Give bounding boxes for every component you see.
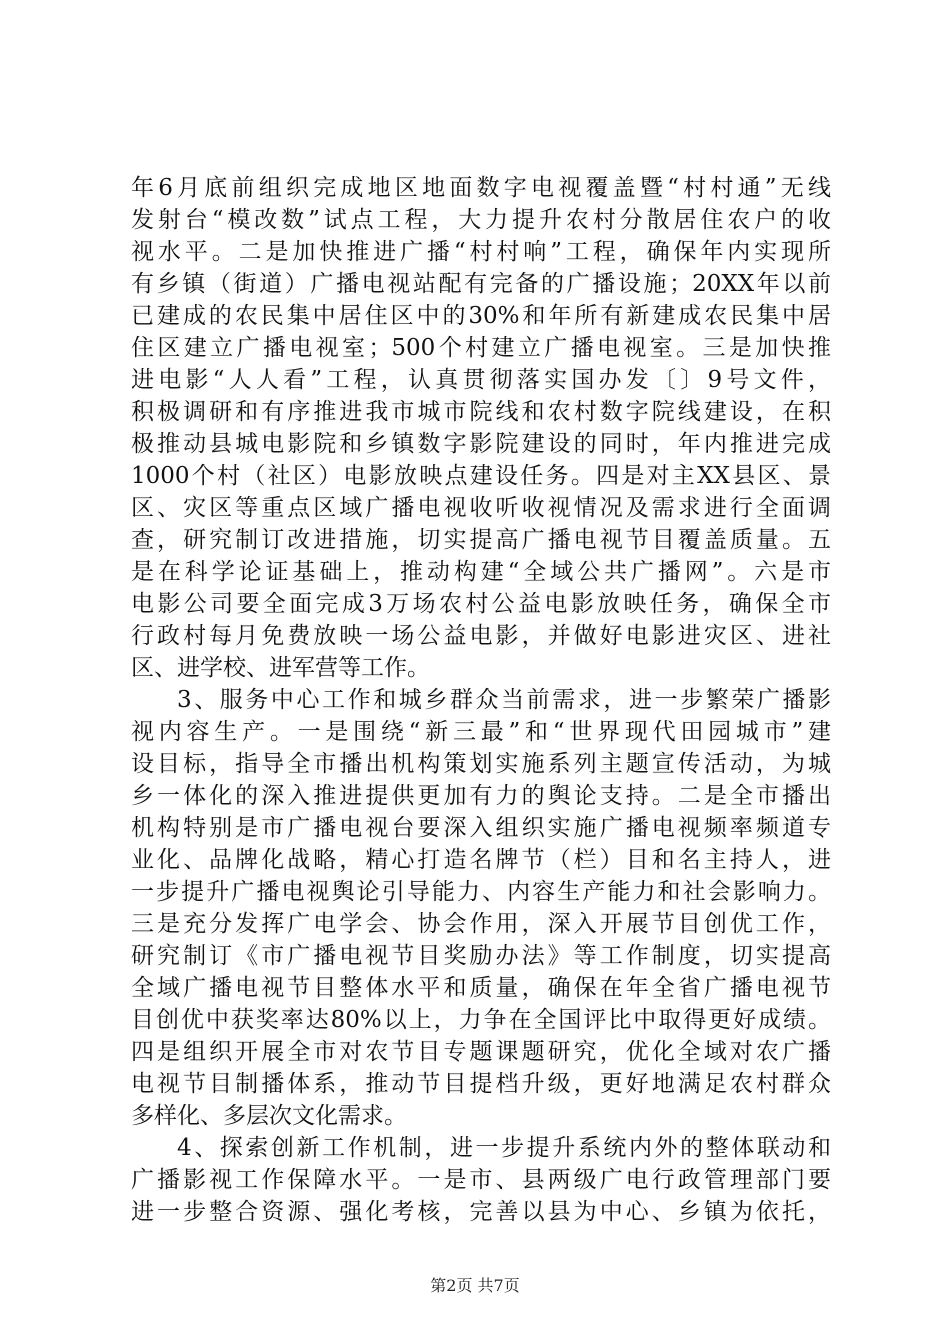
text-line: 年6月底前组织完成地区地面数字电视覆盖暨“村村通”无线: [131, 175, 831, 201]
text-line: 四是组织开展全市对农节目专题课题研究，优化全域对农广播: [131, 1039, 831, 1065]
text-line: 有乡镇（街道）广播电视站配有完备的广播设施；20XX年以前: [131, 271, 831, 297]
text-line: 视内容生产。一是围绕“新三最”和“世界现代田园城市”建: [131, 719, 831, 745]
text-line: 是在科学论证基础上，推动构建“全域公共广播网”。六是市: [131, 559, 831, 585]
text-line: 一步提升广播电视舆论引导能力、内容生产能力和社会影响力。: [131, 879, 831, 905]
text-line: 设目标，指导全市播出机构策划实施系列主题宣传活动，为城: [131, 751, 831, 777]
page-number: 第2页 共7页: [430, 1276, 520, 1295]
text-line: 目创优中获奖率达80%以上，力争在全国评比中取得更好成绩。: [131, 1007, 831, 1033]
text-line: 1000个村（社区）电影放映点建设任务。四是对主XX县区、景: [131, 463, 831, 489]
text-line: 查，研究制订改进措施，切实提高广播电视节目覆盖质量。五: [131, 527, 831, 553]
page-footer: [0, 1276, 950, 1296]
text-line: 进一步整合资源、强化考核，完善以县为中心、乡镇为依托，: [131, 1199, 831, 1225]
text-line: 广播影视工作保障水平。一是市、县两级广电行政管理部门要: [131, 1167, 831, 1193]
text-line: 4、探索创新工作机制，进一步提升系统内外的整体联动和: [177, 1135, 831, 1161]
text-line: 区、进学校、进军营等工作。: [131, 655, 430, 681]
text-line: 电视节目制播体系，推动节目提档升级，更好地满足农村群众: [131, 1071, 831, 1097]
text-line: 发射台“模改数”试点工程，大力提升农村分散居住农户的收: [131, 207, 831, 233]
text-line: 多样化、多层次文化需求。: [131, 1103, 407, 1129]
text-line: 业化、品牌化战略，精心打造名牌节（栏）目和名主持人，进: [131, 847, 831, 873]
text-line: 极推动县城电影院和乡镇数字影院建设的同时，年内推进完成: [131, 431, 831, 457]
text-line: 区、灾区等重点区域广播电视收听收视情况及需求进行全面调: [131, 495, 831, 521]
text-line: 住区建立广播电视室；500个村建立广播电视室。三是加快推: [131, 335, 831, 361]
text-line: 电影公司要全面完成3万场农村公益电影放映任务，确保全市: [131, 591, 831, 617]
text-line: 三是充分发挥广电学会、协会作用，深入开展节目创优工作，: [131, 911, 831, 937]
text-line: 机构特别是市广播电视台要深入组织实施广播电视频率频道专: [131, 815, 831, 841]
text-line: 已建成的农民集中居住区中的30%和年所有新建成农民集中居: [131, 303, 831, 329]
text-line: 研究制订《市广播电视节目奖励办法》等工作制度，切实提高: [131, 943, 831, 969]
text-line: 进电影“人人看”工程，认真贯彻落实国办发〔〕9号文件，: [131, 367, 831, 393]
document-body: [131, 172, 831, 1228]
text-line: 乡一体化的深入推进提供更加有力的舆论支持。二是全市播出: [131, 783, 831, 809]
text-line: 积极调研和有序推进我市城市院线和农村数字院线建设，在积: [131, 399, 831, 425]
text-line: 行政村每月免费放映一场公益电影，并做好电影进灾区、进社: [131, 623, 831, 649]
text-line: 3、服务中心工作和城乡群众当前需求，进一步繁荣广播影: [177, 687, 831, 713]
text-line: 视水平。二是加快推进广播“村村响”工程，确保年内实现所: [131, 239, 831, 265]
text-line: 全域广播电视节目整体水平和质量，确保在年全省广播电视节: [131, 975, 831, 1001]
